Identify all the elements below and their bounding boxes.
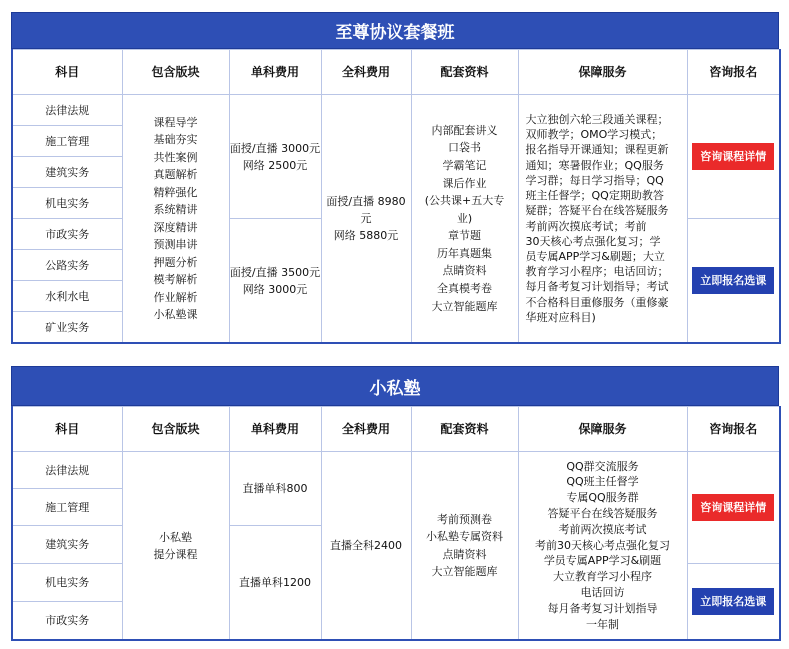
header-subject: 科目: [12, 50, 122, 95]
header-services: 保障服务: [518, 50, 687, 95]
header-full-fee: 全科费用: [321, 407, 411, 452]
enroll-cell: [687, 219, 780, 344]
private-tutoring-panel: [11, 366, 779, 641]
subject-cell: 法律法规: [12, 452, 122, 489]
table-row: [12, 452, 780, 489]
consult-cell: [687, 95, 780, 219]
header-single-fee: 单科费用: [229, 50, 321, 95]
table-row: [12, 95, 780, 126]
premium-package-panel: [11, 12, 779, 344]
consult-course-button[interactable]: 咨询课程详情: [692, 143, 774, 170]
header-materials: 配套资料: [411, 407, 518, 452]
panel-title: 小私塾: [11, 366, 779, 406]
private-tutoring-table: [11, 406, 781, 641]
materials-cell: 考前预测卷 小私塾专属资料 点睛资料 大立智能题库: [411, 452, 518, 641]
header-modules: 包含版块: [122, 50, 229, 95]
header-modules: 包含版块: [122, 407, 229, 452]
modules-cell: 小私塾 提分课程: [122, 452, 229, 641]
header-row: [12, 407, 780, 452]
subject-cell: 机电实务: [12, 564, 122, 602]
header-subject: 科目: [12, 407, 122, 452]
services-cell: 大立独创六轮三段通关课程； 双师教学；OMO学习模式； 报名指导开课通知；课程更新 通知；寒暑假作业；QQ服务 学习群；每日学习指导；QQ 班主任督学；QQ定期助教答 疑群；答疑平台在线答疑服务 考前两次摸底考试；考前 30天核心考点强化复习；学 员专属APP学习&刷题；大立 教育学习小程序；电话回访； 每月备考复习计划指导；考试 不合格科目重修服务（重修豪 华班对应科目): [518, 95, 687, 344]
subject-cell: 机电实务: [12, 188, 122, 219]
header-services: 保障服务: [518, 407, 687, 452]
enroll-button[interactable]: 立即报名选课: [692, 267, 774, 294]
header-full-fee: 全科费用: [321, 50, 411, 95]
full-fee-cell: 直播全科2400: [321, 452, 411, 641]
consult-course-button[interactable]: 咨询课程详情: [692, 494, 774, 521]
subject-cell: 建筑实务: [12, 526, 122, 564]
panel-title: 至尊协议套餐班: [11, 12, 779, 49]
modules-cell: 课程导学 基础夯实 共性案例 真题解析 精粹强化 系统精讲 深度精讲 预测串讲 押题分析 模考解析 作业解析 小私塾课: [122, 95, 229, 344]
subject-cell: 水利水电: [12, 281, 122, 312]
single-fee-cell: 直播单科800: [229, 452, 321, 526]
enroll-cell: [687, 564, 780, 641]
subject-cell: 建筑实务: [12, 157, 122, 188]
single-fee-cell: 直播单科1200: [229, 526, 321, 641]
consult-cell: [687, 452, 780, 564]
subject-cell: 市政实务: [12, 602, 122, 641]
materials-cell: 内部配套讲义 口袋书 学霸笔记 课后作业 (公共课+五大专 业) 章节题 历年真题集 点睛资料 全真模考卷 大立智能题库: [411, 95, 518, 344]
full-fee-cell: 面授/直播 8980元 网络 5880元: [321, 95, 411, 344]
subject-cell: 矿业实务: [12, 312, 122, 344]
subject-cell: 公路实务: [12, 250, 122, 281]
services-cell: QQ群交流服务 QQ班主任督学 专属QQ服务群 答疑平台在线答疑服务 考前两次摸底考试 考前30天核心考点强化复习 学员专属APP学习&刷题 大立教育学习小程序 电话回访 每月备考复习计划指导 一年制: [518, 452, 687, 641]
single-fee-cell: 面授/直播 3000元 网络 2500元: [229, 95, 321, 219]
header-single-fee: 单科费用: [229, 407, 321, 452]
header-materials: 配套资料: [411, 50, 518, 95]
subject-cell: 施工管理: [12, 126, 122, 157]
single-fee-cell: 面授/直播 3500元 网络 3000元: [229, 219, 321, 344]
header-consult: 咨询报名: [687, 50, 780, 95]
premium-package-table: [11, 49, 781, 344]
subject-cell: 法律法规: [12, 95, 122, 126]
subject-cell: 施工管理: [12, 489, 122, 526]
subject-cell: 市政实务: [12, 219, 122, 250]
enroll-button[interactable]: 立即报名选课: [692, 588, 774, 615]
header-consult: 咨询报名: [687, 407, 780, 452]
header-row: [12, 50, 780, 95]
